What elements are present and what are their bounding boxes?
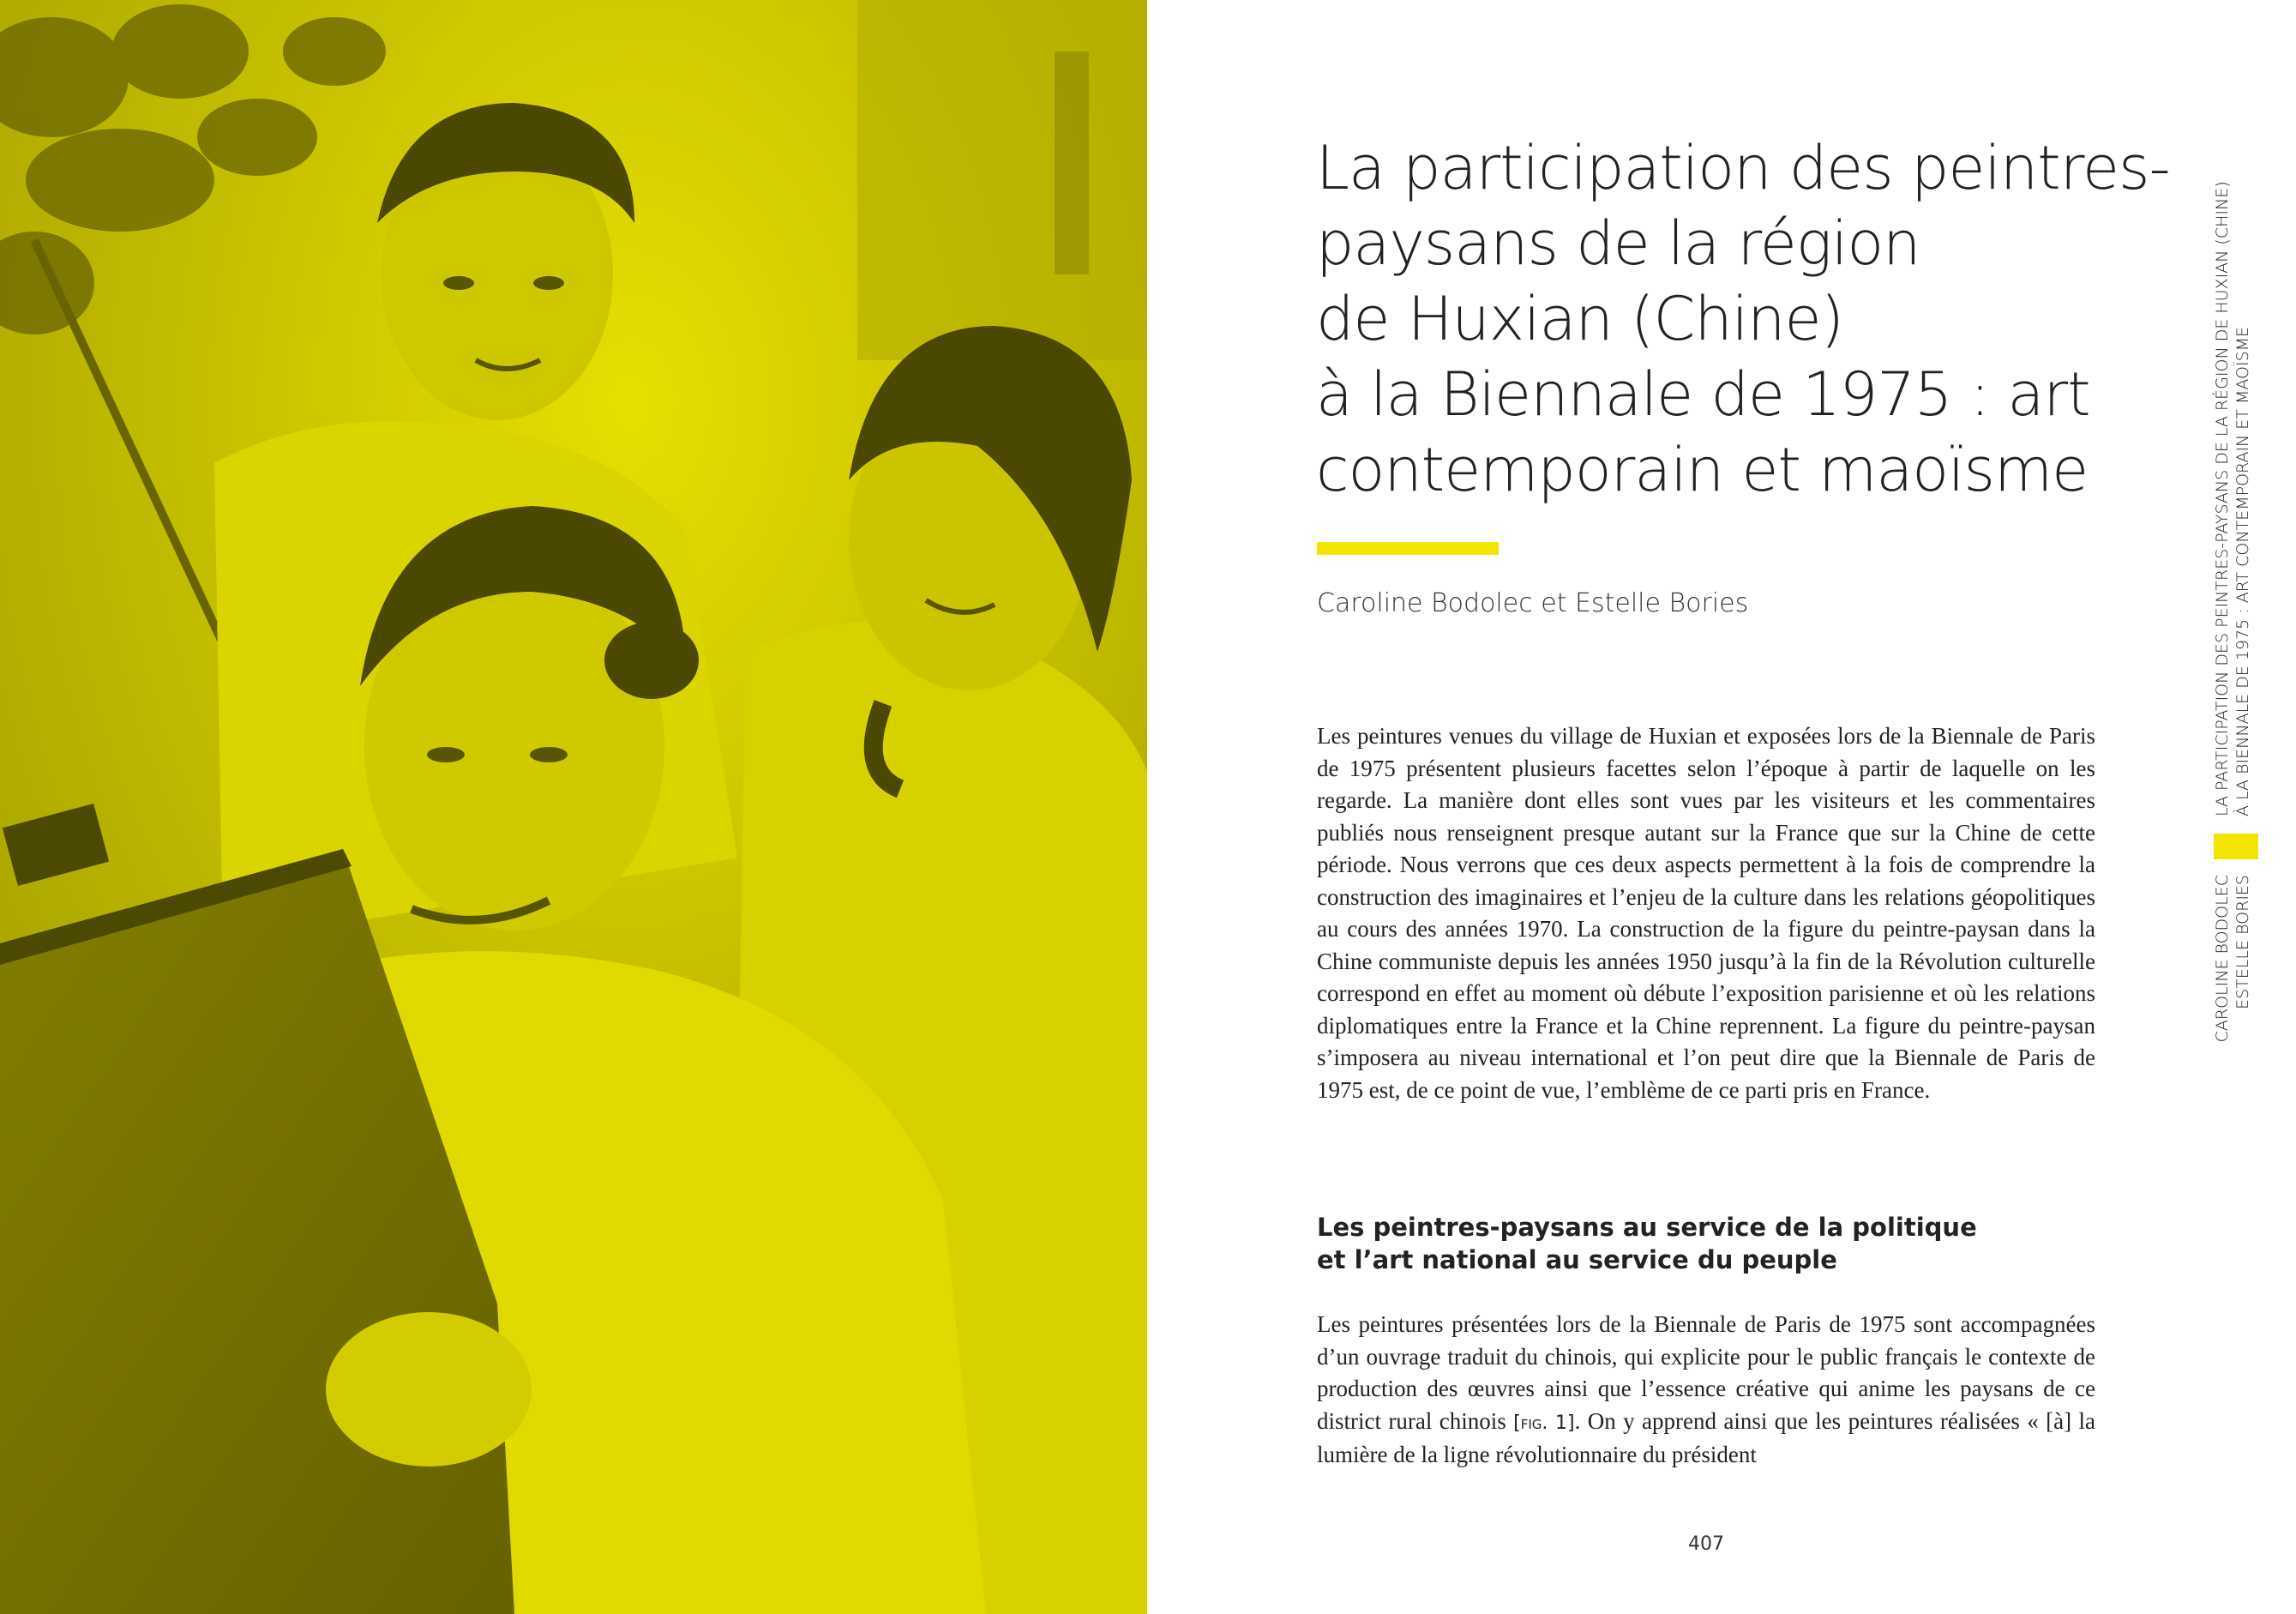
title-line: La participation des peintres- [1316,133,2170,203]
running-head-authors [2212,875,2253,1055]
running-head-author: CAROLINE BODOLEC [2213,875,2232,1043]
running-head-accent-bar [2214,834,2258,859]
running-head-author: ESTELLE BORIES [2233,875,2252,1009]
body-paragraph [1317,1309,2095,1472]
section-heading-line: Les peintres-paysans au service de la politique [1317,1213,1977,1242]
running-head-title-line: LA PARTICIPATION DES PEINTRES-PAYSANS DE LA RÉGION DE HUXIAN (CHINE) [2213,181,2232,816]
page-number: 407 [1688,1533,1724,1555]
title-line: à la Biennale de 1975 : art [1316,359,2090,430]
title-accent-bar [1317,542,1499,555]
section-heading [1317,1211,2095,1276]
article-authors: Caroline Bodolec et Estelle Bories [1317,588,1749,618]
intro-paragraph: Les peintures venues du village de Huxian et exposées lors de la Biennale de Paris de 1975 présentent plusieurs facettes selon l’époque à partir de laquelle on les regarde. La manière dont elles sont vues par les visiteurs et les commentaires publiés nous renseignent presque autant sur la France que sur la Chine de cette période. Nous verrons que ces deux aspects permettent à la fois de comprendre la construction des imaginaires et l’enjeu de la culture dans les relations géopolitiques au cours des années 1970. La construction de la figure du peintre-paysan dans la Chine communiste depuis les années 1950 jusqu’à la fin de la Révolution culturelle correspond en effet au moment où débute l’exposition parisienne et où les relations diplomatiques entre la France et la Chine reprennent. La figure du peintre-paysan s’imposera au niveau international et l’on peut dire que la Biennale de Paris de 1975 est, de ce point de vue, l’emblème de ce parti pris en France. [1317,723,2095,1103]
title-line: contemporain et maoïsme [1316,435,2089,505]
section-heading-line: et l’art national au service du peuple [1317,1245,1837,1274]
body-text-start: Les peintures présentées lors de la Biennale de Paris de 1975 sont accompagnées d’un ouvrage traduit du chinois, qui explicite pour le public français le contexte de production des œuvres ainsi que l’essence créative qui anime les paysans de ce district rural chinois [1317,1311,2095,1434]
running-head-title [2212,181,2253,816]
title-line: paysans de la région [1316,208,1920,279]
running-head-title-line: À LA BIENNALE DE 1975 : ART CONTEMPORAIN ET MAOÏSME [2233,326,2252,816]
body-text-end: . On y apprend ainsi que les peintures réalisées « [à] la lumière de la ligne révolutionnaire du président [1317,1407,2096,1467]
figure-reference: [fig. 1] [1513,1412,1575,1434]
running-head [2212,181,2263,1055]
title-line: de Huxian (Chine) [1316,284,1843,354]
article-title [1316,130,2173,508]
duotone-tint [0,0,1147,1614]
photo-of-three-painters [0,0,1147,1614]
photo-illustration [0,0,1147,1614]
